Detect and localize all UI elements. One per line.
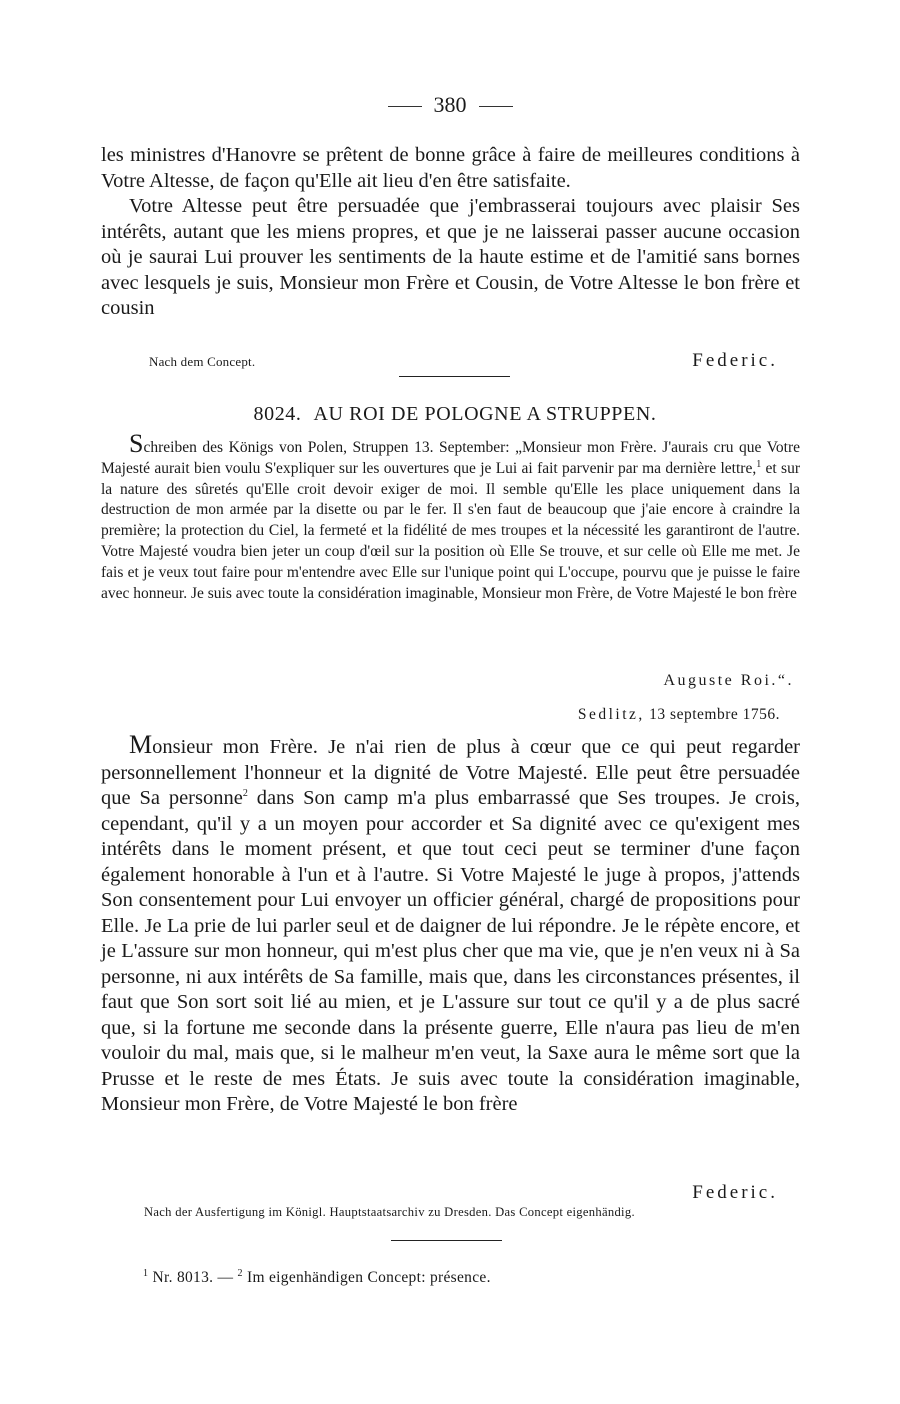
letter1-source-note: Nach dem Concept. xyxy=(149,354,256,369)
header-dash-left xyxy=(388,106,422,107)
archive-source-note: Nach der Ausfertigung im Königl. Hauptstaatsarchiv zu Dresden. Das Concept eigenhändig. xyxy=(144,1205,635,1219)
footnote-ref-1: 1 xyxy=(756,458,762,470)
letter1-paragraph-1: les ministres d'Hanovre se prêtent de bonne grâce à faire de meilleures conditions à Votre Altesse, de façon qu'Elle ait lieu d'en être satisfaite. xyxy=(101,144,800,192)
footnote-2-marker: 2 xyxy=(237,1267,243,1279)
section-divider xyxy=(399,376,510,377)
footnotes xyxy=(143,1269,491,1287)
letter2-body xyxy=(101,732,800,1118)
letter2-text-2: dans Son camp m'a plus embarrassé que Ses troupes. Je crois, cependant, qu'il y a un moyen pour accorder et Sa dignité avec ce qu'exigent mes intérêts dans le moment présent, et que tout ceci peut se terminer d'une façon également honorable à l'un et à l'autre. Si Votre Majesté le juge à propos, j'attends Son consentement pour Lui envoyer un officier général, chargé de propositions pour Elle. Je La prie de lui parler seul et de daigner de lui répondre. Je le répète encore, et je L'assure sur mon honneur, qui m'est plus cher que ma vie, que je n'en veux ni à Sa personne, ni aux intérêts de Sa famille, mais que, dans les circonstances présentes, il faut que Son sort soit lié au mien, et je L'assure sur tout ce qu'il y a de plus sacré que, si la fortune me seconde dans la présente guerre, Elle n'aura pas lieu de m'en vouloir du mal, mais que, si le malheur m'en veut, la Saxe aura le même sort que la Prusse et le reste de mes États. Je suis avec toute la considération imaginable, Monsieur mon Frère, de Votre Majesté le bon frère xyxy=(101,787,800,1115)
page-number: 380 xyxy=(433,92,467,117)
letter2-paragraph xyxy=(101,732,800,1118)
footnote-1-text: Nr. 8013. — xyxy=(152,1269,234,1286)
document-heading xyxy=(0,403,900,426)
footnote-1-marker: 1 xyxy=(143,1267,149,1279)
page-header xyxy=(0,92,900,118)
footnote-2-text: Im eigenhändigen Concept: présence. xyxy=(247,1269,491,1286)
letter2-signature: Federic. xyxy=(692,1182,778,1203)
summary-signature: Auguste Roi.“. xyxy=(663,672,794,689)
summary-text: chreiben des Königs von Polen, Struppen 13. September: „Monsieur mon Frère. J'aurais cru que Votre Majesté aurait bien voulu S'expliquer sur les ouvertures que je Lui ai fait parvenir par ma dernière lettre, xyxy=(101,439,800,477)
dateline-place: Sedlitz, xyxy=(577,706,645,723)
letter1-body xyxy=(101,143,800,322)
letter1-paragraph-2: Votre Altesse peut être persuadée que j'embrasserai toujours avec plaisir Ses intérêts, autant que les miens propres, et que je ne laisserai passer aucune occasion où je saurai Lui prouver les sentiments de la haute estime et de l'amitié sans bornes avec lesquels je suis, Monsieur mon Frère et Cousin, de Votre Altesse le bon frère et cousin xyxy=(101,195,800,319)
dateline-date: 13 septembre 1756. xyxy=(649,706,780,723)
document-title: AU ROI DE POLOGNE A STRUPPEN. xyxy=(313,403,657,425)
letter2-initial: M xyxy=(129,730,153,759)
summary-initial: S xyxy=(129,429,144,458)
footnote-ref-2: 2 xyxy=(242,788,248,800)
footnote-divider xyxy=(391,1240,502,1241)
summary-text-2: et sur la nature des sûretés qu'Elle croit devoir exiger de moi. Il semble qu'Elle les place uniquement dans la destruction de mon armée par la disette ou par le fer. Il s'en faut de beaucoup que j'aie encore à craindre la première; la protection du Ciel, la fermeté et la fidélité de mes troupes et la nécessité les garantiront de l'autre. Votre Majesté voudra bien jeter un coup d'œil sur la position où Elle Se trouve, et sur celle où Elle me met. Je fais et je veux tout faire pour m'entendre avec Elle sur l'unique point qui L'occupe, pourvu que je puisse le faire avec honneur. Je suis avec toute la considération imaginable, Monsieur mon Frère, de Votre Majesté le bon frère xyxy=(101,459,800,602)
dateline xyxy=(578,706,780,724)
letter1-signature: Federic. xyxy=(692,350,778,371)
king-summary xyxy=(101,429,800,604)
letter2-text: onsieur mon Frère. Je n'ai rien de plus à cœur que ce qui peut regarder personnellement l'honneur et la dignité de Votre Majesté. Elle peut être persuadée que Sa personne xyxy=(101,736,800,809)
letter2-signature-row xyxy=(101,1176,778,1204)
document-number: 8024. xyxy=(253,403,302,425)
letter1-signature-row xyxy=(101,344,778,372)
header-dash-right xyxy=(479,106,513,107)
summary-paragraph xyxy=(101,429,800,604)
